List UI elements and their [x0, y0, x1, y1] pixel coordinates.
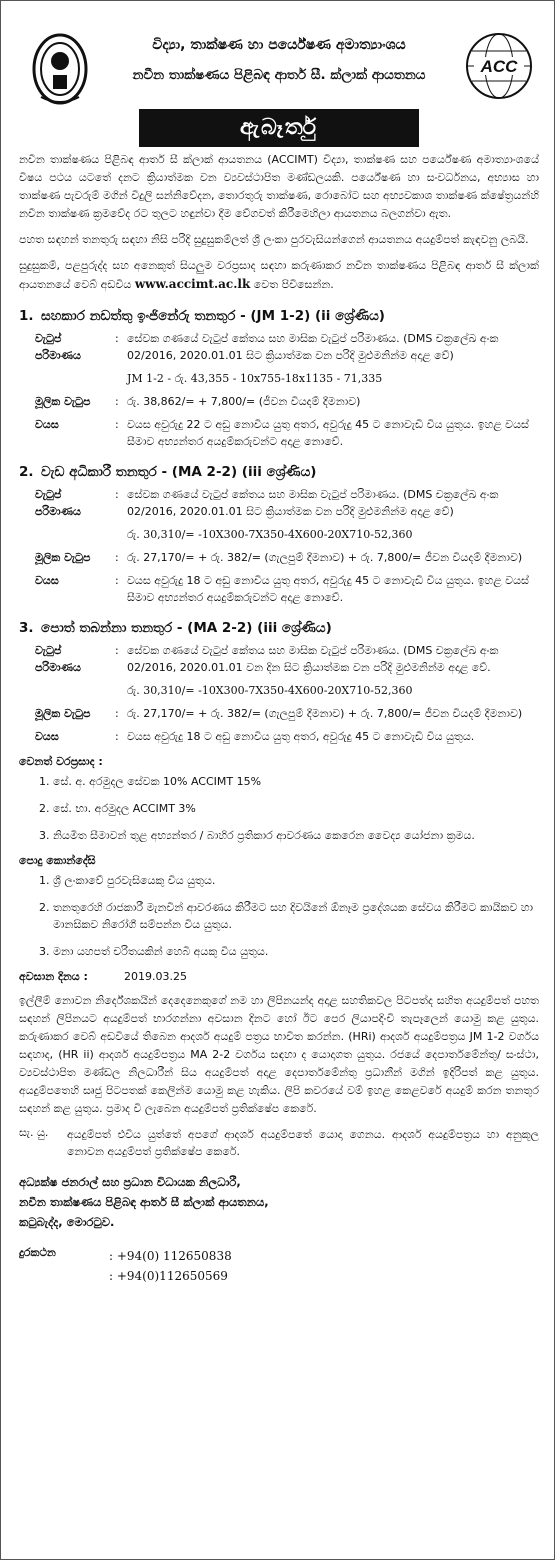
salary-scale: රු. 30,310/= -10X300-7X350-4X600-20X710-52,360: [127, 528, 413, 541]
closing-date-label: අවසාන දිනය :: [19, 970, 88, 983]
basic-salary-text: : රු. 27,170/= + රු. 382/= (ගැලපුම් දීමනාව) + රු. 7,800/= ජීවන වියදම් දීමනාව): [111, 705, 539, 722]
basic-salary-label: මූලික වැටුප: [35, 707, 91, 720]
note-label: සැ. යු.: [19, 1126, 49, 1139]
phone-number-2: : +94(0)112650569: [109, 1269, 228, 1283]
salary-text: : සේවක ගණයේ වැටුප් කේතය සහ මාසික වැටුප් පරිමාණය. (DMS චක්‍රලේඛ අංක 02/2016, 2020.01.01 වන දින සිට ක්‍රියාත්මක වන පරිදි මුළුමනින්ම අදාළ වේ.: [127, 644, 499, 674]
basic-salary-label: මූලික වැටුප: [35, 395, 91, 408]
phone-number-1: : +94(0) 112650838: [109, 1249, 232, 1263]
position-1: [19, 308, 539, 450]
list-item: 2. තනතුරෙහි රාජකාරී මැනවින් ආවරණය කිරීමට සහ දිවයිනේ ඕනෑම ප්‍රදේශයක සේවය කිරීමට කායිකව හා මානසිකව නිරෝගී සම්පන්න විය යුතුය.: [53, 899, 539, 933]
intro-paragraph-3: [19, 257, 539, 294]
age-label: වයස: [35, 574, 59, 587]
closing-date-value: 2019.03.25: [124, 970, 187, 983]
position-2: [19, 464, 539, 606]
basic-salary-text: : රු. 27,170/= + රු. 382/= (ගැලපුම් දීමනාව) + රු. 7,800/= ජීවන වියදම් දීමනාව): [111, 549, 539, 566]
list-item: 1. සේ. අ. අරමුදල සේවක 10% ACCIMT 15%: [53, 773, 539, 790]
salary-label: වැටුප් පරිමාණය: [35, 644, 81, 674]
benefits-heading: වෙනත් වරප්‍රසාද :: [19, 755, 103, 768]
acc-globe-logo-icon: [464, 31, 534, 101]
salary-label: වැටුප් පරිමාණය: [35, 488, 81, 518]
basic-salary-label: මූලික වැටුප: [35, 551, 91, 564]
list-item: 3. නියමිත සීමාවන් තුළ අභ්‍යන්තර / බාහිර ප්‍රතිකාර ආවරණය කෙරෙන වෛද්‍ය යෝජනා ක්‍රමය.: [53, 827, 539, 844]
age-label: වයස: [35, 730, 59, 743]
svg-text:ACC: ACC: [480, 57, 518, 76]
list-item: 2. සේ. භා. අරමුදල ACCIMT 3%: [53, 800, 539, 817]
position-3: [19, 620, 539, 745]
note: [19, 1126, 539, 1160]
basic-salary-text: : රු. 38,862/= + 7,800/= (ජීවන වියදම් දීමනාව): [111, 393, 539, 410]
vacancies-title: ඇබෑර්තු: [139, 109, 419, 147]
intro-paragraph-3-end: වෙත පිවිසෙන්න.: [253, 278, 334, 291]
age-text: : වයස අවුරුදු 18 ට අඩු නොවිය යුතු අතර, අවුරුදු 45 ට නොවැඩි විය යුතුය. ඉහළ වයස් සීමාව අභ්‍යන්තර අයදුම්කරුවන්ට අදාළ නොවේ.: [111, 572, 539, 606]
contact-phones: [19, 1246, 539, 1286]
position-title: 2. වැඩ අධිකාරී තනතුර - (MA 2-2) (iii ශ්‍රේණිය): [19, 464, 317, 480]
signatory-address: අධ්‍යක්ෂ ජනරාල් සහ ප්‍රධාන විධායක නිලධාරී, නවීන තාක්ෂණය පිළිබඳ ආතර් සී ක්ලාක් ආයතනය, කටුබැද්ද, මොරටුව.: [19, 1175, 269, 1229]
institute-name: නවීන තාක්ෂණය පිළිබඳ ආතර් සී. ක්ලාක් ආයතනය: [132, 67, 426, 83]
salary-label: වැටුප් පරිමාණය: [35, 332, 81, 362]
closing-date: [19, 970, 539, 984]
application-instructions: ඉල්ලීම් නොවන නිර්දේශකයින් දෙදෙනෙකුගේ නම හා ලිපිනයන්ද අදාළ සහතිකවල පිටපත්ද සහිත අයදුම්පත් පහත සඳහන් ලිපිනයට අයදුම්පත් භාරගන්නා අවසාන දිනට හෝ ඊට පෙර ලියාපදිංචි තැපෑලෙන් යොමු කළ යුතුය. කරුණාකර වෙබ් අඩවියේ තිබෙන ආදර්ශ අයදුම් පත්‍රය භාවිත කරන්න. (HRi) ආදර්ශ අයදුම්පත්‍රය JM 1-2 වර්ගය සඳහාද, (HR ii) ආදර්ශ අයදුම්පත්‍රය MA 2-2 වර්ගය සඳහා ද යොදාගත යුතුය. රජයේ දෙපාර්තමේන්තු/ සංස්ථා, ව්‍යවස්ථාපිත මණ්ඩල නිලධාරීන් සිය අයදුම්පත් අදාළ දෙපාර්තමේන්තු ප්‍රධානීන් මගින් ඉදිරිපත් කළ යුතුය. අයදුම්පතෙහි සෘජු පිටපතක් කෙලින්ම යොමු කළ හැකිය. ලිපි කවරයේ වම් ඉහළ කෙළවරේ අයදුම් කරන තනතුර සඳහන් කළ යුතුය. ප්‍රමාද වී ලැබෙන අයදුම්පත් ප්‍රතික්ෂේප කෙරේ.: [19, 994, 539, 1115]
note-text: අයදුම්පත් එවිය යුත්තේ අපගේ ආදර්ශ අයදුම්පතේ යොදා ගෙනය. ආදර්ශ අයදුම්පත්‍රය හා අනුකූල නොවන අයදුම්පත් ප්‍රතික්ෂේප කෙරේ.: [67, 1128, 539, 1158]
age-text: : වයස අවුරුදු 22 ට අඩු නොවිය යුතු අතර, අවුරුදු 45 ට නොවැඩි විය යුතුය. ඉහළ වයස් සීමාව අභ්‍යන්තර අයදුම්කරුවන්ට අදාළ නොවේ.: [111, 416, 539, 450]
age-text: : වයස අවුරුදු 18 ට අඩු නොවිය යුතු අතර, අවුරුදු 45 ට නොවැඩි විය යුතුය.: [111, 728, 539, 745]
position-title: 1. සහකාර නඩත්තු ඉංජිනේරු තනතුර - (JM 1-2) (ii ශ්‍රේණිය): [19, 308, 385, 324]
intro-paragraph-3-text: සුදුසුකම්, පළපුරුද්ද සහ අනෙකුත් සියලුම වරප්‍රසාද සඳහා කරුණාකර නවීන තාක්ෂණය පිළිබඳ ආතර් සී ක්ලාක් ආයතනයේ වෙබ් අඩවිය: [19, 259, 539, 291]
general-conditions-heading: පොදු කොන්දේසි: [19, 854, 96, 867]
header: [9, 9, 548, 139]
age-label: වයස: [35, 418, 59, 431]
intro-paragraph-1: නවීන තාක්ෂණය පිළිබඳ ආතර් සී ක්ලාක් ආයතනය (ACCIMT) විද්‍යා, තාක්ෂණ සහ පර්යේෂණ අමාත්‍යාංශයේ විෂය පථය යටතේ දනට ක්‍රියාත්මක වන ව්‍යවස්ථාපිත මණ්ඩලයකි. පර්යේෂණ හා සංවර්ධනය, අභ්‍යාස හා තාක්ෂණ පැවරුම් මගින් විදුලි සන්නිවේදන, තොරතුරු තාක්ෂණ, රොබෝට සහ අභ්‍යවකාශ තාක්ෂණ ක්ෂේත්‍රයන්හි නවීන තාක්ෂණ ක්‍රමවේද රට තුලට හඳුන්වා දීම වේගවත් කිරීමෙහිලා ආයතනය බලගන්වා ඇත.: [19, 153, 539, 220]
salary-text: : සේවක ගණයේ වැටුප් කේතය සහ මාසික වැටුප් පරිමාණය. (DMS චක්‍රලේඛ අංක 02/2016, 2020.01.01 සිට ක්‍රියාත්මක වන පරිදි මුළුමනින්ම අදාළ වේ): [127, 332, 499, 362]
position-title: 3. පොත් තබන්නා තනතුර - (MA 2-2) (iii ශ්‍රේණිය): [19, 620, 332, 636]
content: [19, 151, 539, 1286]
list-item: 1. ශ්‍රී ලංකාවේ පුරවැසියෙකු විය යුතුය.: [53, 872, 539, 889]
salary-scale: රු. 30,310/= -10X300-7X350-4X600-20X710-52,360: [127, 684, 413, 697]
sri-lanka-emblem-icon: [31, 31, 89, 107]
salary-text: : සේවක ගණයේ වැටුප් කේතය සහ මාසික වැටුප් පරිමාණය. (DMS චක්‍රලේඛ අංක 02/2016, 2020.01.01 සිට ක්‍රියාත්මක වන පරිදි මුළුමනින්ම අදාළ වේ): [127, 488, 499, 518]
general-conditions-list: [37, 872, 539, 960]
website-link[interactable]: www.accimt.ac.lk: [134, 277, 251, 291]
salary-scale: JM 1-2 - රු. 43,355 - 10x755-18x1135 - 71,335: [127, 372, 383, 385]
ministry-name: විද්‍යා, තාක්ෂණ හා පර්යේෂණ අමාත්‍යාංශය: [152, 37, 406, 53]
intro-paragraph-2: පහත සඳහන් තනතුරු සඳහා නිසි පරිදි සුදුසුකම්ලත් ශ්‍රී ලංකා පුරවැසියන්ගෙන් ආයතනය අයදුම්පත් කැඳවනු ලබයි.: [19, 233, 529, 246]
benefits-list: [37, 773, 539, 844]
list-item: 3. මනා යහපත් චරිතයකින් හෙබි අයකු විය යුතුය.: [53, 943, 539, 960]
phone-label: දුරකථන: [19, 1246, 56, 1259]
